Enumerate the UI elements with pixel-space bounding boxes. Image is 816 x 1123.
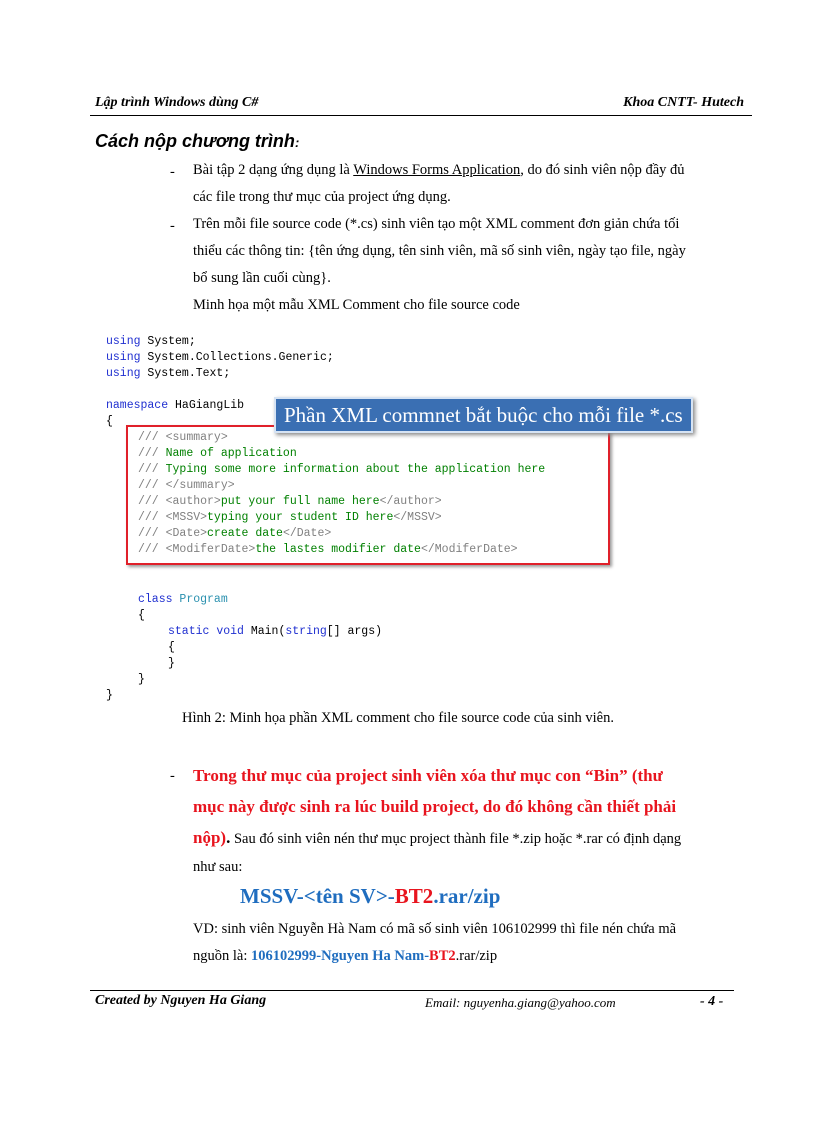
- bullet-2-line3: bổ sung lần cuối cùng}.: [193, 270, 331, 286]
- bullet-2-line4: Minh họa một mẫu XML Comment cho file source code: [193, 297, 520, 313]
- bullet-2-line2: thiểu các thông tin: {tên ứng dụng, tên sinh viên, mã số sinh viên, ngày tạo file, ngày: [193, 243, 686, 259]
- bullet-2: [193, 211, 753, 319]
- code-class-close: }: [138, 673, 145, 686]
- bullet-3-red-line3: nộp): [193, 828, 227, 847]
- footer-email: Email: nguyenha.giang@yahoo.com: [425, 995, 616, 1010]
- code-namespace: namespace HaGiangLib {: [106, 399, 245, 428]
- section-heading-title: Cách nộp chương trình: [95, 131, 295, 151]
- example-paragraph: [193, 916, 753, 970]
- windows-forms-link: Windows Forms Application: [353, 162, 521, 178]
- xml-comment-callout: Phần XML commnet bắt buộc cho mỗi file *.cs: [274, 397, 693, 433]
- example-blue: 106102999-Nguyen Ha Nam-: [251, 948, 430, 964]
- header-left: Lập trình Windows dùng C#: [95, 95, 259, 110]
- bullet-3: [193, 760, 753, 881]
- footer-rule: [90, 990, 734, 991]
- bullet-dash-1: -: [170, 164, 175, 180]
- bullet-3-red-line2: mục này được sinh ra lúc build project, do đó không cần thiết phải: [193, 797, 677, 816]
- example-ext: .rar/zip: [455, 948, 498, 964]
- code-xml-comment: /// <summary> /// Name of application /// Typing some more information about the application here /// </summary> /// <author>put your full name here</author> /// <MSSV>typing your student ID here</MSSV> /// <Date>create date</Date> /// <ModiferDate>the lastes modifier date</ModiferDate>: [138, 431, 546, 556]
- footer-author: Created by Nguyen Ha Giang: [95, 993, 267, 1008]
- example-pre: nguồn là:: [193, 948, 251, 964]
- bullet-dash-2: -: [170, 218, 175, 234]
- code-namespace-close: }: [106, 689, 113, 702]
- example-line1: VD: sinh viên Nguyễn Hà Nam có mã số sinh viên 106102999 thì file nén chứa mã: [193, 921, 677, 937]
- bullet-3-red-line1: Trong thư mục của project sinh viên xóa thư mục con “Bin” (thư: [193, 766, 663, 785]
- format-part1: MSSV-<tên SV>-: [240, 884, 395, 908]
- section-heading-colon: :: [294, 135, 300, 150]
- bullet-1-line2: các file trong thư mục của project ứng dụng.: [193, 189, 451, 205]
- figure-caption: Hình 2: Minh họa phần XML comment cho file source code của sinh viên.: [182, 710, 614, 726]
- code-class: class Program {: [138, 593, 228, 622]
- bullet-3-dot: .: [226, 828, 231, 847]
- header-rule: [90, 115, 752, 116]
- format-part2: BT2: [394, 884, 434, 908]
- bullet-3-rest: Sau đó sinh viên nén thư mục project thành file *.zip hoặc *.rar có định dạng: [230, 831, 682, 847]
- bullet-1: [193, 157, 753, 211]
- format-part3: .rar/zip: [433, 884, 501, 908]
- header-right: Khoa CNTT- Hutech: [623, 95, 744, 110]
- bullet-dash-3: -: [170, 768, 175, 784]
- footer-page-number: - 4 -: [700, 994, 724, 1009]
- example-red: BT2: [429, 948, 456, 964]
- bullet-1-post: , do đó sinh viên nộp đầy đủ: [520, 162, 685, 178]
- code-main: static void Main(string[] args) { }: [168, 625, 382, 670]
- bullet-2-line1: Trên mỗi file source code (*.cs) sinh viên tạo một XML comment đơn giản chứa tối: [193, 216, 680, 232]
- file-name-format: [240, 884, 500, 909]
- bullet-3-line4: như sau:: [193, 859, 243, 875]
- code-using-block: using System; using System.Collections.Generic; using System.Text;: [106, 335, 334, 380]
- bullet-1-pre: Bài tập 2 dạng ứng dụng là: [193, 162, 354, 178]
- section-heading: [95, 131, 299, 152]
